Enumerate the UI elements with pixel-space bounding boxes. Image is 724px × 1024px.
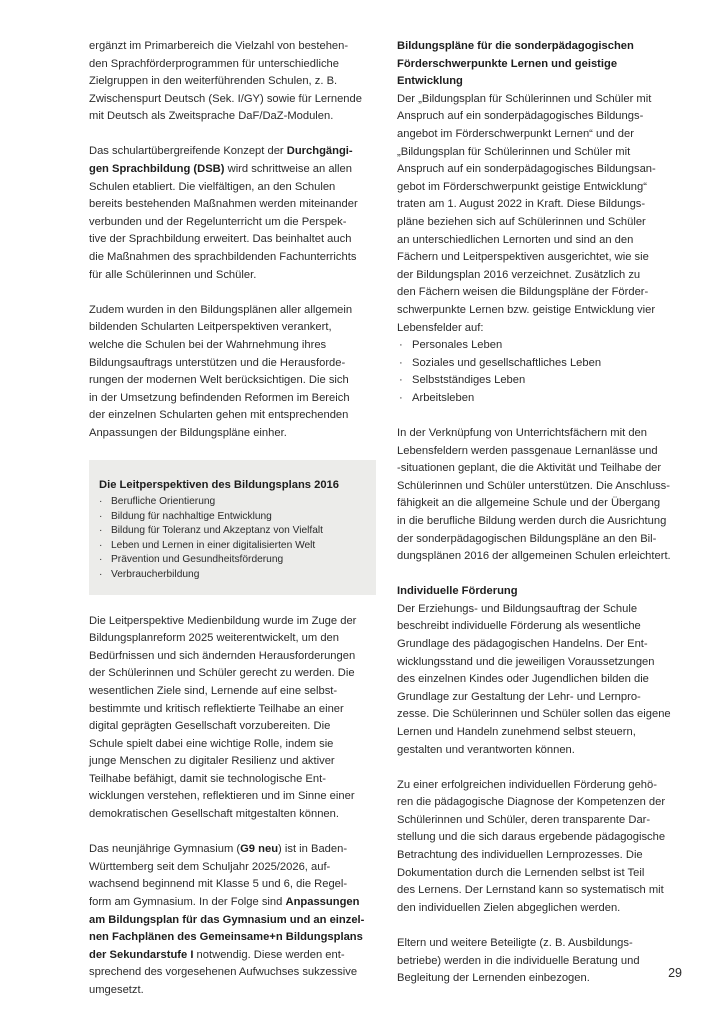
text-line: Lebensfelder auf: xyxy=(397,321,484,334)
text-run: Das schulartübergreifende Konzept der xyxy=(89,145,287,158)
text-line: wesentlichen Ziele sind, Lernende auf eine selbst- xyxy=(89,684,338,697)
text-line: Bildungsplanreform 2025 weiterentwickelt, um den xyxy=(89,632,339,645)
text-line: Grundlage zur Gestaltung der Lehr- und Lernpro- xyxy=(397,690,641,703)
text-line: in der Umsetzung befindenden Reformen im Bereich xyxy=(89,391,350,404)
section-heading: Bildungspläne für die sonderpädagogischen xyxy=(397,40,634,52)
list-item-label: Leben und Lernen in einer digitalisierten Welt xyxy=(111,539,316,551)
text-line: der Bildungsplan 2016 verzeichnet. Zusätzlich zu xyxy=(397,268,641,281)
text-line: bildenden Schularten Leitperspektiven verankert, xyxy=(89,321,332,334)
text-line: den individuellen Zielen abgeglichen werden. xyxy=(397,901,621,914)
text-line: Grundlage des pädagogischen Handelns. Der Ent- xyxy=(397,638,648,650)
text-line: Anspruch auf ein sonderpädagogisches Bildungs- xyxy=(397,110,644,123)
bold-term: Anpassungen xyxy=(285,895,360,908)
list-item xyxy=(99,568,366,583)
text-line xyxy=(89,929,376,947)
text-line: Der Erziehungs- und Bildungsauftrag der Schule xyxy=(397,602,638,615)
text-line xyxy=(89,143,376,161)
bullet-dot: · xyxy=(99,554,103,566)
text-run: form am Gymnasium. In der Folge sind xyxy=(89,895,286,908)
text-line: bereits bestehenden Maßnahmen werden miteinander xyxy=(89,198,358,211)
section-individuelle-foerderung xyxy=(397,583,685,759)
text-line: Anpassungen der Bildungspläne einher. xyxy=(89,426,287,439)
text-line: mit Deutsch als Zweitsprache DaF/DaZ-Modulen. xyxy=(89,110,334,123)
text-line: verbunden und der Regelunterricht um die Perspek- xyxy=(89,215,347,228)
list-item-label: Bildung für Toleranz und Akzeptanz von Vielfalt xyxy=(111,525,323,537)
list-item xyxy=(397,337,685,355)
list-item-label: Prävention und Gesundheitsförderung xyxy=(111,554,284,566)
text-line: Begleitung der Lernenden einbezogen. xyxy=(397,972,590,985)
text-line: beschreibt individuelle Förderung als wesentliche xyxy=(397,620,641,633)
text-line: demokratischen Gesellschaft mitgestalten können. xyxy=(89,808,339,821)
text-line: betriebe) werden in die individuelle Beratung und xyxy=(397,954,640,967)
text-line: rungen der modernen Welt berücksichtigen. Die sich xyxy=(89,374,349,387)
text-line: umgesetzt. xyxy=(89,983,144,996)
paragraph-verknuepfung xyxy=(397,425,685,566)
text-run: notwendig. Diese werden ent- xyxy=(193,948,345,961)
list-item-label: Personales Leben xyxy=(412,339,503,352)
text-line: Zudem wurden in den Bildungsplänen aller allgemein xyxy=(89,303,353,316)
text-line: des Lernens. Der Lernstand kann so systematisch mit xyxy=(397,884,664,897)
text-line: Lebensfeldern werden passgenaue Lernanlässe und xyxy=(397,444,658,457)
list-item xyxy=(99,553,366,568)
text-line: Bildungsauftrags unterstützen und die Herausforde- xyxy=(89,356,346,369)
paragraph-leitperspektiven xyxy=(89,302,376,443)
list-item-label: Selbstständiges Leben xyxy=(412,374,526,387)
text-line: wicklungsstand und die jeweiligen Voraussetzungen xyxy=(397,655,655,668)
list-item xyxy=(99,524,366,539)
text-line: angebot im Förderschwerpunkt Lernen“ und der xyxy=(397,127,634,140)
text-line: Zu einer erfolgreichen individuellen Förderung gehö- xyxy=(397,778,657,791)
text-line: schwerpunkte Lernen bzw. geistige Entwicklung vier xyxy=(397,303,656,316)
text-line: die Maßnahmen des sprachbildenden Fachunterrichts xyxy=(89,251,357,264)
bold-term: nen Fachplänen des Gemeinsame+n Bildungsplans xyxy=(89,931,363,944)
text-line xyxy=(89,947,376,965)
text-line: wachsend beginnend mit Klasse 5 und 6, die Regel- xyxy=(89,878,348,891)
list-item-label: Verbraucherbildung xyxy=(111,568,200,580)
text-line: Württemberg seit dem Schuljahr 2025/2026, auf- xyxy=(89,860,331,873)
text-run: ) ist in Baden- xyxy=(278,843,348,856)
text-line: Schülerinnen und Schüler, deren transparente Dar- xyxy=(397,813,651,826)
text-line: dungsplänen 2016 der allgemeinen Schulen erleichtert. xyxy=(397,550,671,563)
paragraph-eltern xyxy=(397,935,685,988)
text-line: traten am 1. August 2022 in Kraft. Diese Bildungs- xyxy=(397,198,646,211)
section-heading: Individuelle Förderung xyxy=(397,585,518,598)
bold-term: der Sekundarstufe I xyxy=(89,948,194,961)
bullet-dot: · xyxy=(399,356,403,369)
text-line: digital geprägten Gesellschaft vorzubereiten. Die xyxy=(89,720,331,733)
list-item xyxy=(397,372,685,390)
text-line: sprechend des vorgesehenen Aufwuchses sukzessive xyxy=(89,966,358,979)
text-line: wicklungen verstehen, reflektieren und im Sinne einer xyxy=(89,790,355,803)
text-line: „Bildungsplan für Schülerinnen und Schüler mit xyxy=(397,145,631,158)
text-line: junge Menschen zu digitaler Resilienz und aktiver xyxy=(89,755,335,768)
bullet-dot: · xyxy=(99,568,103,580)
text-line: der sonderpädagogischen Bildungspläne an den Bil- xyxy=(397,532,657,545)
list-item xyxy=(99,539,366,554)
text-line: Der „Bildungsplan für Schülerinnen und Schüler mit xyxy=(397,92,652,105)
section-heading: Förderschwerpunkte Lernen und geistige xyxy=(397,57,618,70)
text-line: Zwischenspurt Deutsch (Sek. I/GY) sowie für Lernende xyxy=(89,92,362,105)
bullet-dot: · xyxy=(399,374,403,387)
text-line: der Schülerinnen und Schüler gerecht zu werden. Die xyxy=(89,667,355,680)
list-item xyxy=(99,510,366,525)
paragraph-medienbildung xyxy=(89,613,376,824)
text-line: -situationen geplant, die die Aktivität und Teilhabe der xyxy=(397,462,662,475)
bold-term: am Bildungsplan für das Gymnasium und an einzel- xyxy=(89,913,365,926)
text-run: wird schrittweise an allen xyxy=(224,163,352,176)
text-line: Schule spielt dabei eine wichtige Rolle, indem sie xyxy=(89,737,334,750)
page-number: 29 xyxy=(668,966,682,980)
list-item xyxy=(397,390,685,408)
text-line: Dokumentation durch die Lernenden selbst ist Teil xyxy=(397,866,645,879)
list-item-label: Arbeitsleben xyxy=(412,391,475,404)
text-line xyxy=(89,841,376,859)
bullet-dot: · xyxy=(399,339,403,352)
paragraph-dsb xyxy=(89,143,376,284)
infobox-leitperspektiven xyxy=(89,460,376,595)
list-item-label: Berufliche Orientierung xyxy=(111,495,216,507)
text-line: Schulen etabliert. Die vielfältigen, an den Schulen xyxy=(89,180,336,193)
text-line: für alle Schülerinnen und Schüler. xyxy=(89,268,257,281)
right-column xyxy=(397,38,685,1005)
text-line: tive der Sprachbildung erweitert. Das beinhaltet auch xyxy=(89,233,352,246)
text-line: In der Verknüpfung von Unterrichtsfächern mit den xyxy=(397,426,647,439)
list-item-label: Bildung für nachhaltige Entwicklung xyxy=(111,510,272,522)
section-heading: Entwicklung xyxy=(397,75,463,88)
text-line: in die berufliche Bildung werden durch die Ausrichtung xyxy=(397,514,667,527)
text-line: des einzelnen Kindes oder Jugendlichen bilden die xyxy=(397,673,649,686)
text-line: ergänzt im Primarbereich die Vielzahl von bestehen- xyxy=(89,40,349,52)
text-line: gebot im Förderschwerpunkt geistige Entwicklung“ xyxy=(397,180,647,193)
text-line: bestimmte und kritisch reflektierte Teilhabe an einer xyxy=(89,702,344,715)
text-line: Lernen und Handeln zunehmend selbst steuern, xyxy=(397,725,636,738)
text-line: den Sprachförderprogrammen für unterschiedliche xyxy=(89,57,339,70)
bullet-dot: · xyxy=(99,510,103,522)
text-line: gestalten und verantworten können. xyxy=(397,743,575,756)
text-line: zesse. Die Schülerinnen und Schüler sollen das eigene xyxy=(397,708,671,721)
left-column xyxy=(89,38,376,1017)
text-line xyxy=(89,894,376,912)
bold-term: gen Sprachbildung (DSB) xyxy=(89,163,225,176)
bullet-dot: · xyxy=(399,391,403,404)
paragraph-g9 xyxy=(89,841,376,999)
text-line: Bedürfnissen und sich ändernden Herausforderungen xyxy=(89,649,356,662)
text-line: stellung und die sich daraus ergebende pädagogische xyxy=(397,831,666,844)
list-item-label: Soziales und gesellschaftliches Leben xyxy=(412,356,602,369)
text-line xyxy=(89,161,376,179)
bullet-dot: · xyxy=(99,539,103,551)
text-line: Eltern und weitere Beteiligte (z. B. Ausbildungs- xyxy=(397,936,633,949)
bullet-dot: · xyxy=(99,495,103,507)
infobox-title: Die Leitperspektiven des Bildungsplans 2016 xyxy=(99,478,339,491)
text-line: an unterschiedlichen Lernorten und sind an den xyxy=(397,233,634,246)
text-line: Teilhabe befähigt, damit sie technologische Ent- xyxy=(89,772,326,785)
text-line: Die Leitperspektive Medienbildung wurde im Zuge der xyxy=(89,614,357,627)
text-line: fähigkeit an die allgemeine Schule und der Übergang xyxy=(397,497,661,510)
bold-term: G9 neu xyxy=(240,843,279,856)
text-line: Schülerinnen und Schüler unterstützen. Die Anschluss- xyxy=(397,479,671,492)
section-sonderpaedagogik xyxy=(397,38,685,407)
bullet-dot: · xyxy=(99,525,103,537)
text-line: der einzelnen Schularten gehen mit entsprechenden xyxy=(89,409,349,422)
text-run: Das neunjährige Gymnasium ( xyxy=(89,843,241,856)
text-line: welche die Schulen bei der Wahrnehmung ihres xyxy=(89,338,327,351)
text-line: Anspruch auf ein sonderpädagogisches Bildungsan- xyxy=(397,163,656,176)
text-line: Zielgruppen in den weiterführenden Schulen, z. B. xyxy=(89,75,338,88)
text-line xyxy=(89,912,376,930)
paragraph-diagnose xyxy=(397,777,685,918)
text-line: Fächern und Leitperspektiven ausgerichtet, wie sie xyxy=(397,251,649,264)
text-line: pläne beziehen sich auf Schülerinnen und Schüler xyxy=(397,215,646,228)
list-item xyxy=(397,355,685,373)
text-line: ren die pädagogische Diagnose der Kompetenzen der xyxy=(397,796,666,809)
text-line: Betrachtung des individuellen Lernprozesses. Die xyxy=(397,849,643,862)
list-item xyxy=(99,495,366,510)
bold-term: Durchgängi- xyxy=(286,145,353,158)
text-line: den Fächern weisen die Bildungspläne der Förder- xyxy=(397,286,649,299)
paragraph-sprachfoerderung xyxy=(89,38,376,126)
